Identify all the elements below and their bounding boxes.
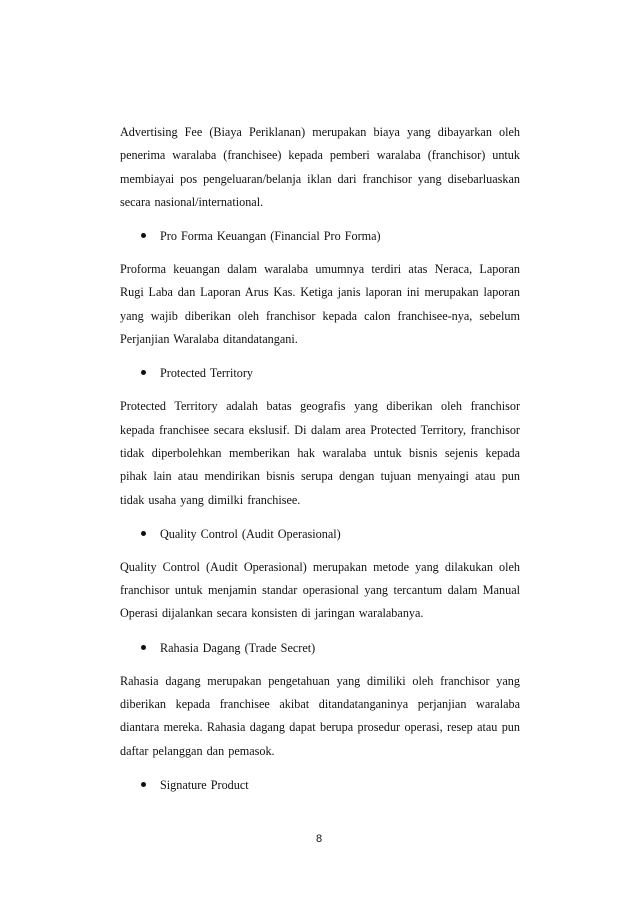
bullet-label: Protected Territory — [160, 366, 253, 381]
bullet-label: Quality Control (Audit Operasional) — [160, 526, 341, 541]
bullet-item-signature-product — [120, 775, 520, 795]
spacer — [120, 763, 520, 775]
spacer — [120, 544, 520, 556]
spacer — [120, 351, 520, 363]
spacer — [120, 383, 520, 395]
spacer — [120, 512, 520, 524]
spacer — [120, 246, 520, 258]
bullet-label: Pro Forma Keuangan (Financial Pro Forma) — [160, 229, 381, 244]
bullet-icon — [141, 645, 146, 650]
bullet-label: Rahasia Dagang (Trade Secret) — [160, 640, 316, 655]
page-number: 8 — [315, 833, 323, 845]
bullet-icon — [141, 782, 146, 787]
spacer — [120, 626, 520, 638]
spacer — [120, 214, 520, 226]
bullet-item-pro-forma — [120, 226, 520, 246]
spacer — [120, 658, 520, 670]
bullet-item-rahasia-dagang — [120, 638, 520, 658]
bullet-icon — [141, 531, 146, 536]
bullet-label: Signature Product — [160, 777, 249, 792]
bullet-icon — [141, 370, 146, 375]
paragraph-pro-forma: Proforma keuangan dalam waralaba umumnya terdiri atas Neraca, Laporan Rugi Laba dan Laporan Arus Kas. Ketiga janis laporan ini merupakan laporan yang wajib diberikan oleh franchisor kepada calon franchisee-nya, sebelum Perjanjian Waralaba ditandatangani. — [120, 262, 520, 347]
bullet-icon — [141, 233, 146, 238]
bullet-item-protected-territory — [120, 363, 520, 383]
page-body — [120, 121, 520, 795]
paragraph-rahasia-dagang: Rahasia dagang merupakan pengetahuan yang dimiliki oleh franchisor yang diberikan kepada franchisee akibat ditandatanganinya perjanjian waralaba diantara mereka. Rahasia dagang dapat berupa prosedur operasi, resep atau pun daftar pelanggan dan pemasok. — [120, 673, 520, 758]
paragraph-quality-control: Quality Control (Audit Operasional) merupakan metode yang dilakukan oleh franchisor untuk menjamin standar operasional yang tercantum dalam Manual Operasi dijalankan secara konsisten di jaringan waralabanya. — [120, 559, 520, 621]
paragraph-advertising-fee: Advertising Fee (Biaya Periklanan) merupakan biaya yang dibayarkan oleh penerima waralaba (franchisee) kepada pemberi waralaba (franchisor) untuk membiayai pos pengeluaran/belanja iklan dari franchisor yang disebarluaskan secara nasional/international. — [120, 125, 520, 209]
bullet-item-quality-control — [120, 524, 520, 544]
paragraph-protected-territory: Protected Territory adalah batas geografis yang diberikan oleh franchisor kepada franchisee secara ekslusif. Di dalam area Protected Territory, franchisor tidak diperbolehkan memberikan hak waralaba untuk bisnis sejenis kepada pihak lain atau mendirikan bisnis serupa dengan tujuan menyaingi atau pun tidak usaha yang dimilki franchisee. — [120, 399, 520, 507]
